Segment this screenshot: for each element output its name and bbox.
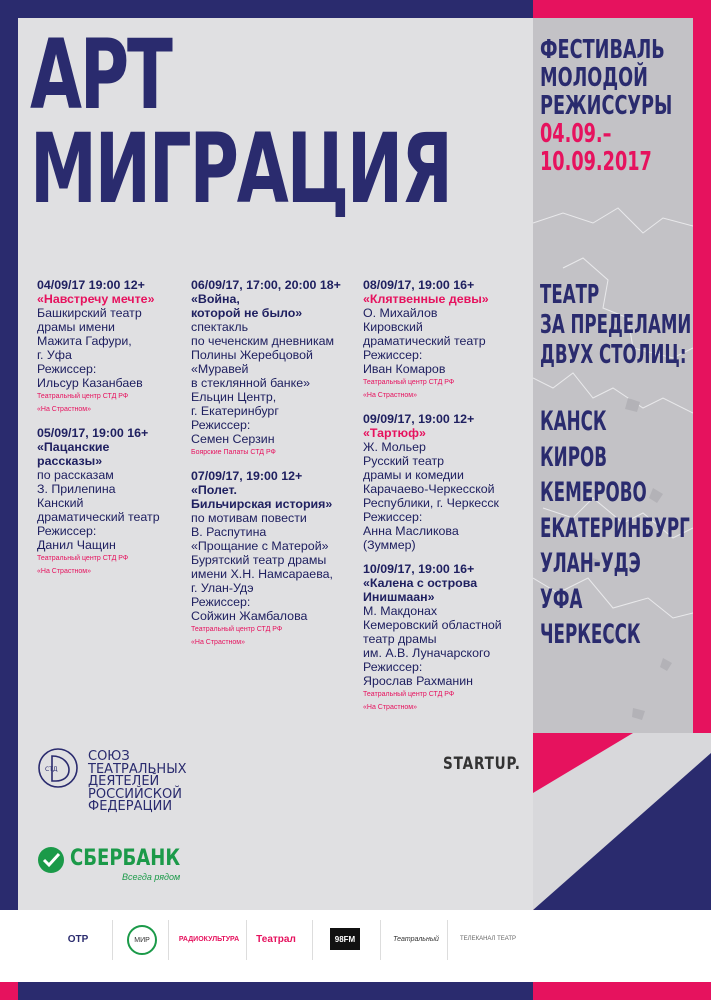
theatre-line-3: ДВУХ СТОЛИЦ: — [540, 340, 687, 370]
theatre-line-2: ЗА ПРЕДЕЛАМИ — [540, 310, 692, 340]
radio-kultura-logo: РАДИОКУЛЬТУРА — [178, 935, 240, 943]
schedule-column-1 — [37, 278, 160, 588]
event-item — [191, 469, 341, 649]
sponsor-divider — [112, 920, 113, 960]
city-list — [540, 404, 690, 653]
festival-date-end: 10.09.2017 — [540, 147, 652, 177]
sponsor-divider — [312, 920, 313, 960]
event-venue: Театральный центр СТД РФ — [37, 393, 129, 400]
std-emblem-mark: СТД — [45, 766, 58, 773]
festival-line-2: МОЛОДОЙ — [540, 63, 648, 93]
city-item: КИРОВ — [540, 441, 607, 473]
event-date: 10/09/17, 19:00 16+ — [363, 562, 475, 576]
festival-date-start: 04.09.– — [540, 119, 612, 149]
event-venue: Боярские Палаты СТД РФ — [191, 449, 276, 456]
city-item: ЕКАТЕРИНБУРГ — [540, 512, 690, 544]
sponsor-divider — [246, 920, 247, 960]
otr-logo: ОТР — [67, 933, 89, 945]
event-description: по рассказам З. Прилепина Канский драматический театр Режиссер: Данил Чащин — [37, 468, 160, 552]
event-venue: Театральный центр СТД РФ — [363, 691, 455, 698]
event-venue: Театральный центр СТД РФ — [37, 555, 129, 562]
event-title: «Калена с острова Инишмаан» — [363, 576, 478, 604]
sponsor-divider — [380, 920, 381, 960]
event-description: по мотивам повести В. Распутина «Прощание с Матерой» Бурятский театр драмы имени Х.Н. Намсараева, г. Улан-Удэ Режиссер: Сойжин Жамбалова — [191, 511, 333, 623]
event-venue-hall: «На Страстном» — [37, 568, 92, 575]
city-item: ЧЕРКЕССК — [540, 619, 641, 650]
event-description: М. Макдонах Кемеровский областной театр драмы им. А.В. Луначарского Режиссер: Ярослав Рахманин — [363, 604, 502, 688]
event-title: «Клятвенные девы» — [363, 292, 489, 306]
event-description: спектакль по чеченским дневникам Полины Жеребцовой «Муравей в стеклянной банке» Ельцин Центр, г. Екатеринбург Режиссер: Семен Серзин — [191, 320, 335, 446]
mir-logo: МИР — [127, 925, 157, 955]
navy-left-bar — [0, 18, 18, 733]
navy-left-bar-lower — [0, 733, 18, 910]
event-description: Ж. Мольер Русский театр драмы и комедии Карачаево-Черкесской Республики, г. Черкесск Режиссер: Анна Масликова (Зуммер) — [363, 440, 499, 552]
theatre-line-1: ТЕАТР — [540, 280, 600, 310]
city-item: УЛАН-УДЭ — [540, 548, 641, 579]
event-date: 07/09/17, 19:00 12+ — [191, 469, 303, 483]
city-item: КЕМЕРОВО — [540, 477, 647, 508]
festival-line-1: ФЕСТИВАЛЬ — [540, 35, 665, 65]
event-venue: Театральный центр СТД РФ — [191, 626, 283, 633]
poster-title — [30, 19, 451, 225]
event-venue-hall: «На Страстном» — [363, 392, 418, 399]
pink-bottom-right-bar — [533, 982, 711, 1000]
schedule-column-3 — [363, 278, 502, 724]
navy-top-bar — [0, 0, 533, 18]
corner-triangles-graphic — [533, 733, 711, 910]
event-item — [363, 562, 502, 714]
event-date: 06/09/17, 17:00, 20:00 18+ — [191, 278, 341, 292]
event-title: «Навстречу мечте» — [37, 292, 155, 306]
sberbank-slogan: Всегда рядом — [122, 872, 181, 882]
event-title: «Война, которой не было» — [191, 292, 303, 320]
theatre-heading — [540, 280, 691, 370]
festival-heading — [540, 36, 672, 176]
std-name: СОЮЗ ТЕАТРАЛЬНЫХ ДЕЯТЕЛЕЙ РОССИЙСКОЙ ФЕДЕРАЦИИ — [88, 749, 187, 815]
sponsor-divider — [447, 920, 448, 960]
navy-bottom-bar — [18, 982, 533, 1000]
radio-98fm-logo: 98FM — [330, 928, 360, 950]
event-item — [363, 412, 502, 552]
event-item — [37, 278, 160, 416]
city-item: КАНСК — [540, 406, 607, 437]
festival-line-3: РЕЖИССУРЫ — [540, 91, 673, 121]
event-venue-hall: «На Страстном» — [37, 406, 92, 413]
telekanal-teatr-logo: ТЕЛЕКАНАЛ ТЕАТР — [459, 936, 517, 942]
sponsor-divider — [168, 920, 169, 960]
event-venue-hall: «На Страстном» — [191, 639, 246, 646]
title-line-1: АРТ — [30, 19, 171, 131]
std-emblem-icon — [36, 746, 80, 790]
event-title: «Полет. Бильчирская история» — [191, 483, 333, 511]
event-date: 08/09/17, 19:00 16+ — [363, 278, 475, 292]
event-date: 05/09/17, 19:00 16+ — [37, 426, 149, 440]
startup-logo: STARTUP. — [443, 754, 521, 774]
event-item — [363, 278, 502, 402]
event-description: О. Михайлов Кировский драматический театр Режиссер: Иван Комаров — [363, 306, 486, 376]
event-venue: Театральный центр СТД РФ — [363, 379, 455, 386]
event-date: 09/09/17, 19:00 12+ — [363, 412, 475, 426]
city-item: УФА — [540, 583, 583, 615]
event-item — [191, 278, 341, 459]
event-venue-hall: «На Страстном» — [363, 704, 418, 711]
event-item — [37, 426, 160, 578]
teatral-logo: Театрал — [256, 933, 296, 945]
event-title: «Пацанские рассказы» — [37, 440, 110, 468]
schedule-column-2 — [191, 278, 341, 659]
pink-right-bar — [693, 18, 711, 733]
sberbank-name: СБЕРБАНК — [70, 846, 181, 871]
pink-top-right-bar — [533, 0, 711, 18]
event-date: 04/09/17 19:00 12+ — [37, 278, 145, 292]
teatrallist-logo: Театральный — [393, 935, 439, 943]
event-description: Башкирский театр драмы имени Мажита Гафури, г. Уфа Режиссер: Ильсур Казанбаев — [37, 306, 143, 390]
sberbank-icon — [36, 845, 66, 875]
event-title: «Тартюф» — [363, 426, 426, 440]
title-line-2: МИГРАЦИЯ — [30, 113, 451, 225]
